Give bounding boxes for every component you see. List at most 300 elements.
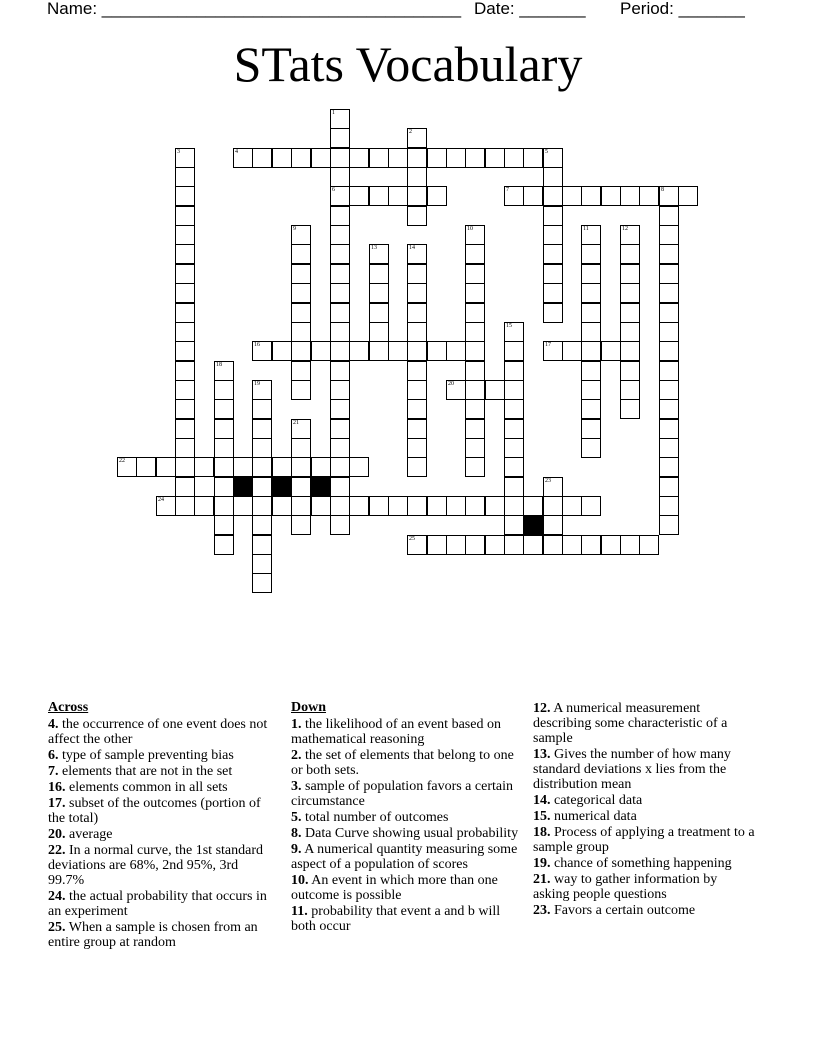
grid-cell[interactable] (407, 341, 427, 361)
clue-item (48, 920, 274, 950)
clue-item (48, 717, 274, 747)
grid-cell[interactable] (175, 186, 195, 206)
grid-cell[interactable] (659, 186, 679, 206)
grid-cell[interactable] (620, 380, 640, 400)
grid-cell[interactable] (311, 341, 331, 361)
grid-cell[interactable] (407, 283, 427, 303)
grid-cell[interactable] (601, 535, 621, 555)
clue-item-number: 6. (48, 748, 59, 763)
grid-cell[interactable] (291, 283, 311, 303)
grid-cell[interactable] (214, 419, 234, 439)
grid-cell[interactable] (252, 341, 272, 361)
grid-cell[interactable] (291, 225, 311, 245)
grid-cell[interactable] (465, 438, 485, 458)
grid-cell[interactable] (175, 457, 195, 477)
grid-cell[interactable] (156, 496, 176, 516)
grid-cell[interactable] (659, 438, 679, 458)
across-clues (48, 700, 274, 950)
grid-cell[interactable] (330, 206, 350, 226)
grid-cell[interactable] (233, 148, 253, 168)
clue-item-text: numerical data (550, 809, 637, 824)
grid-cell[interactable] (407, 457, 427, 477)
grid-cell[interactable] (581, 399, 601, 419)
grid-cell[interactable] (311, 496, 331, 516)
grid-cell[interactable] (330, 341, 350, 361)
clue-item-number: 2. (291, 748, 302, 763)
clue-number: 20 (448, 381, 454, 387)
grid-cell[interactable] (543, 264, 563, 284)
grid-cell[interactable] (330, 128, 350, 148)
grid-cell[interactable] (543, 535, 563, 555)
grid-cell[interactable] (291, 303, 311, 323)
grid-cell[interactable] (659, 496, 679, 516)
grid-cell[interactable] (427, 496, 447, 516)
grid-cell[interactable] (446, 341, 466, 361)
clue-item-number: 16. (48, 780, 66, 795)
down-clues (291, 700, 521, 934)
clue-item-text: subset of the outcomes (portion of the total) (48, 796, 261, 826)
grid-cell[interactable] (504, 496, 524, 516)
grid-cell[interactable] (659, 322, 679, 342)
grid-cell[interactable] (349, 457, 369, 477)
grid-cell[interactable] (330, 399, 350, 419)
grid-cell[interactable] (581, 303, 601, 323)
grid-cell[interactable] (581, 361, 601, 381)
grid-cell[interactable] (465, 380, 485, 400)
grid-cell[interactable] (523, 496, 543, 516)
grid-cell[interactable] (272, 341, 292, 361)
grid-cell[interactable] (504, 341, 524, 361)
grid-cell[interactable] (330, 380, 350, 400)
clue-number: 24 (158, 497, 164, 503)
grid-cell[interactable] (543, 496, 563, 516)
grid-cell[interactable] (659, 399, 679, 419)
grid-cell[interactable] (485, 535, 505, 555)
clue-item (533, 825, 755, 855)
clue-item-number: 9. (291, 842, 302, 857)
grid-cell[interactable] (330, 477, 350, 497)
grid-cell[interactable] (639, 535, 659, 555)
grid-cell[interactable] (504, 477, 524, 497)
grid-cell[interactable] (175, 244, 195, 264)
grid-cell[interactable] (504, 322, 524, 342)
grid-cell[interactable] (311, 457, 331, 477)
clue-number: 2 (409, 129, 412, 135)
grid-cell[interactable] (446, 380, 466, 400)
grid-cell[interactable] (659, 283, 679, 303)
grid-cell[interactable] (639, 186, 659, 206)
grid-cell[interactable] (407, 148, 427, 168)
grid-cell[interactable] (388, 341, 408, 361)
grid-cell[interactable] (581, 496, 601, 516)
grid-cell[interactable] (214, 438, 234, 458)
clue-number: 12 (622, 226, 628, 232)
clue-item-text: categorical data (550, 793, 643, 808)
grid-cell[interactable] (407, 128, 427, 148)
grid-cell[interactable] (369, 341, 389, 361)
grid-cell[interactable] (407, 244, 427, 264)
grid-cell[interactable] (504, 148, 524, 168)
grid-cell[interactable] (620, 322, 640, 342)
grid-cell[interactable] (407, 303, 427, 323)
grid-cell[interactable] (136, 457, 156, 477)
grid-cell[interactable] (543, 515, 563, 535)
grid-cell[interactable] (465, 244, 485, 264)
grid-cell[interactable] (523, 148, 543, 168)
grid-cell[interactable] (543, 206, 563, 226)
clue-item (291, 779, 521, 809)
clue-item-number: 1. (291, 717, 302, 732)
grid-cell[interactable] (214, 535, 234, 555)
grid-cell[interactable] (349, 186, 369, 206)
grid-cell[interactable] (369, 283, 389, 303)
grid-cell[interactable] (659, 477, 679, 497)
grid-cell[interactable] (175, 438, 195, 458)
grid-cell[interactable] (446, 496, 466, 516)
grid-cell[interactable] (427, 148, 447, 168)
grid-cell[interactable] (291, 419, 311, 439)
grid-cell[interactable] (233, 457, 253, 477)
grid-cell[interactable] (369, 186, 389, 206)
grid-cell[interactable] (504, 515, 524, 535)
grid-cell[interactable] (330, 167, 350, 187)
grid-cell[interactable] (659, 419, 679, 439)
grid-cell[interactable] (465, 322, 485, 342)
grid-cell[interactable] (581, 380, 601, 400)
grid-cell[interactable] (659, 515, 679, 535)
grid-cell[interactable] (581, 264, 601, 284)
grid-cell[interactable] (175, 361, 195, 381)
grid-cell[interactable] (562, 496, 582, 516)
grid-cell[interactable] (543, 167, 563, 187)
grid-cell[interactable] (194, 457, 214, 477)
down-clue-list-continued (533, 701, 755, 918)
grid-cell[interactable] (272, 496, 292, 516)
grid-cell[interactable] (214, 380, 234, 400)
period-field[interactable]: Period: _______ (620, 0, 745, 18)
grid-cell[interactable] (543, 148, 563, 168)
grid-cell[interactable] (427, 186, 447, 206)
grid-cell[interactable] (620, 535, 640, 555)
grid-cell[interactable] (388, 186, 408, 206)
clue-item-number: 13. (533, 747, 551, 762)
clue-item-text: probability that event a and b will both occur (291, 904, 501, 934)
clue-number: 19 (254, 381, 260, 387)
grid-cell[interactable] (291, 361, 311, 381)
grid-cell[interactable] (175, 283, 195, 303)
grid-cell[interactable] (252, 554, 272, 574)
grid-cell[interactable] (330, 361, 350, 381)
grid-cell[interactable] (465, 303, 485, 323)
grid-cell[interactable] (233, 496, 253, 516)
grid-cell[interactable] (504, 535, 524, 555)
grid-cell[interactable] (581, 438, 601, 458)
grid-cell[interactable] (659, 303, 679, 323)
grid-cell[interactable] (504, 380, 524, 400)
grid-cell[interactable] (175, 167, 195, 187)
grid-cell[interactable] (175, 206, 195, 226)
grid-cell[interactable] (504, 186, 524, 206)
grid-cell[interactable] (543, 186, 563, 206)
grid-cell[interactable] (214, 496, 234, 516)
grid-cell[interactable] (291, 496, 311, 516)
grid-cell[interactable] (369, 322, 389, 342)
grid-cell[interactable] (620, 264, 640, 284)
clue-item-number: 21. (533, 872, 551, 887)
grid-cell[interactable] (291, 264, 311, 284)
grid-cell[interactable] (369, 264, 389, 284)
grid-cell[interactable] (330, 496, 350, 516)
grid-cell[interactable] (581, 535, 601, 555)
grid-cell[interactable] (659, 457, 679, 477)
grid-cell[interactable] (272, 457, 292, 477)
grid-cell[interactable] (252, 496, 272, 516)
grid-cell[interactable] (349, 496, 369, 516)
grid-cell[interactable] (485, 380, 505, 400)
grid-cell[interactable] (330, 322, 350, 342)
grid-cell[interactable] (252, 399, 272, 419)
grid-cell[interactable] (581, 244, 601, 264)
grid-cell[interactable] (659, 361, 679, 381)
grid-cell[interactable] (407, 535, 427, 555)
grid-cell[interactable] (330, 186, 350, 206)
grid-cell[interactable] (175, 322, 195, 342)
grid-cell[interactable] (214, 361, 234, 381)
grid-cell[interactable] (407, 322, 427, 342)
grid-cell[interactable] (465, 148, 485, 168)
grid-cell[interactable] (330, 244, 350, 264)
grid-cell[interactable] (311, 148, 331, 168)
grid-cell[interactable] (465, 535, 485, 555)
grid-cell[interactable] (349, 148, 369, 168)
grid-cell[interactable] (581, 283, 601, 303)
clue-number: 5 (545, 149, 548, 155)
grid-cell[interactable] (175, 477, 195, 497)
clue-number: 3 (177, 149, 180, 155)
grid-cell[interactable] (407, 206, 427, 226)
grid-cell[interactable] (581, 225, 601, 245)
grid-cell[interactable] (330, 419, 350, 439)
grid-cell[interactable] (504, 419, 524, 439)
grid-cell[interactable] (465, 225, 485, 245)
clue-item-number: 11. (291, 904, 308, 919)
grid-cell[interactable] (272, 148, 292, 168)
grid-cell[interactable] (407, 264, 427, 284)
grid-cell[interactable] (175, 496, 195, 516)
grid-cell[interactable] (678, 186, 698, 206)
grid-cell[interactable] (659, 380, 679, 400)
grid-cell[interactable] (562, 186, 582, 206)
grid-cell[interactable] (388, 496, 408, 516)
clue-item-text: Process of applying a treatment to a sample group (533, 825, 755, 855)
grid-cell[interactable] (543, 283, 563, 303)
grid-cell[interactable] (620, 303, 640, 323)
grid-cell[interactable] (252, 419, 272, 439)
grid-cell[interactable] (659, 341, 679, 361)
blocked-cell (272, 477, 292, 497)
grid-cell[interactable] (369, 303, 389, 323)
grid-cell[interactable] (581, 322, 601, 342)
grid-cell[interactable] (427, 535, 447, 555)
grid-cell[interactable] (659, 206, 679, 226)
grid-cell[interactable] (330, 515, 350, 535)
grid-cell[interactable] (369, 244, 389, 264)
clue-item-text: average (65, 827, 113, 842)
clue-item (48, 889, 274, 919)
grid-cell[interactable] (175, 264, 195, 284)
grid-cell[interactable] (291, 515, 311, 535)
grid-cell[interactable] (465, 419, 485, 439)
grid-cell[interactable] (504, 457, 524, 477)
grid-cell[interactable] (620, 225, 640, 245)
grid-cell[interactable] (465, 283, 485, 303)
grid-cell[interactable] (504, 399, 524, 419)
grid-cell[interactable] (330, 457, 350, 477)
grid-cell[interactable] (659, 244, 679, 264)
clue-item-number: 4. (48, 717, 59, 732)
grid-cell[interactable] (581, 186, 601, 206)
grid-cell[interactable] (252, 535, 272, 555)
grid-cell[interactable] (407, 399, 427, 419)
grid-cell[interactable] (175, 148, 195, 168)
grid-cell[interactable] (465, 399, 485, 419)
grid-cell[interactable] (388, 148, 408, 168)
grid-cell[interactable] (369, 496, 389, 516)
grid-cell[interactable] (504, 438, 524, 458)
grid-cell[interactable] (369, 148, 389, 168)
grid-cell[interactable] (214, 457, 234, 477)
grid-cell[interactable] (291, 322, 311, 342)
grid-cell[interactable] (543, 341, 563, 361)
grid-cell[interactable] (523, 186, 543, 206)
grid-cell[interactable] (175, 341, 195, 361)
grid-cell[interactable] (175, 380, 195, 400)
grid-cell[interactable] (407, 380, 427, 400)
grid-cell[interactable] (330, 264, 350, 284)
name-field[interactable]: Name: ______________________________________ (47, 0, 462, 18)
grid-cell[interactable] (330, 225, 350, 245)
grid-cell[interactable] (175, 303, 195, 323)
grid-cell[interactable] (291, 457, 311, 477)
grid-cell[interactable] (252, 573, 272, 593)
clue-item-number: 20. (48, 827, 66, 842)
grid-cell[interactable] (504, 361, 524, 381)
grid-cell[interactable] (543, 303, 563, 323)
clue-number: 13 (371, 245, 377, 251)
grid-cell[interactable] (465, 361, 485, 381)
grid-cell[interactable] (175, 225, 195, 245)
grid-cell[interactable] (620, 399, 640, 419)
grid-cell[interactable] (117, 457, 137, 477)
grid-cell[interactable] (156, 457, 176, 477)
grid-cell[interactable] (175, 399, 195, 419)
grid-cell[interactable] (291, 380, 311, 400)
grid-cell[interactable] (407, 496, 427, 516)
grid-cell[interactable] (620, 244, 640, 264)
grid-cell[interactable] (330, 283, 350, 303)
clue-number: 16 (254, 342, 260, 348)
grid-cell[interactable] (330, 148, 350, 168)
clue-item-text: total number of outcomes (301, 810, 449, 825)
grid-cell[interactable] (601, 341, 621, 361)
grid-cell[interactable] (581, 419, 601, 439)
grid-cell[interactable] (175, 419, 195, 439)
grid-cell[interactable] (330, 303, 350, 323)
grid-cell[interactable] (465, 457, 485, 477)
grid-cell[interactable] (407, 186, 427, 206)
grid-cell[interactable] (407, 167, 427, 187)
grid-cell[interactable] (601, 186, 621, 206)
grid-cell[interactable] (620, 341, 640, 361)
grid-cell[interactable] (562, 341, 582, 361)
grid-cell[interactable] (465, 341, 485, 361)
grid-cell[interactable] (252, 380, 272, 400)
grid-cell[interactable] (620, 186, 640, 206)
grid-cell[interactable] (252, 515, 272, 535)
grid-cell[interactable] (581, 341, 601, 361)
grid-cell[interactable] (330, 438, 350, 458)
grid-cell[interactable] (485, 496, 505, 516)
grid-cell[interactable] (291, 438, 311, 458)
grid-cell[interactable] (523, 535, 543, 555)
grid-cell[interactable] (349, 341, 369, 361)
grid-cell[interactable] (465, 496, 485, 516)
date-field[interactable]: Date: _______ (474, 0, 586, 18)
grid-cell[interactable] (407, 419, 427, 439)
grid-cell[interactable] (543, 244, 563, 264)
grid-cell[interactable] (485, 148, 505, 168)
grid-cell[interactable] (291, 244, 311, 264)
grid-cell[interactable] (214, 399, 234, 419)
grid-cell[interactable] (446, 535, 466, 555)
grid-cell[interactable] (465, 264, 485, 284)
clue-item-text: elements common in all sets (65, 780, 228, 795)
grid-cell[interactable] (214, 515, 234, 535)
grid-cell[interactable] (291, 341, 311, 361)
clue-item (291, 717, 521, 747)
across-clue-list (48, 717, 274, 950)
grid-cell[interactable] (330, 109, 350, 129)
grid-cell[interactable] (194, 496, 214, 516)
grid-cell[interactable] (214, 477, 234, 497)
grid-cell[interactable] (446, 148, 466, 168)
grid-cell[interactable] (252, 457, 272, 477)
grid-cell[interactable] (543, 225, 563, 245)
grid-cell[interactable] (407, 361, 427, 381)
grid-cell[interactable] (252, 438, 272, 458)
clue-item (291, 826, 521, 841)
clue-item-text: the occurrence of one event does not affect the other (48, 717, 268, 747)
grid-cell[interactable] (427, 341, 447, 361)
clue-item (48, 764, 274, 779)
grid-cell[interactable] (543, 477, 563, 497)
down-heading: Down (291, 700, 327, 715)
grid-cell[interactable] (620, 361, 640, 381)
grid-cell[interactable] (252, 148, 272, 168)
clue-number: 17 (545, 342, 551, 348)
grid-cell[interactable] (620, 283, 640, 303)
clue-item (533, 747, 755, 792)
grid-cell[interactable] (659, 264, 679, 284)
grid-cell[interactable] (562, 535, 582, 555)
grid-cell[interactable] (407, 438, 427, 458)
grid-cell[interactable] (659, 225, 679, 245)
clue-item (48, 843, 274, 888)
grid-cell[interactable] (291, 477, 311, 497)
grid-cell[interactable] (252, 477, 272, 497)
grid-cell[interactable] (291, 148, 311, 168)
clue-number: 15 (506, 323, 512, 329)
